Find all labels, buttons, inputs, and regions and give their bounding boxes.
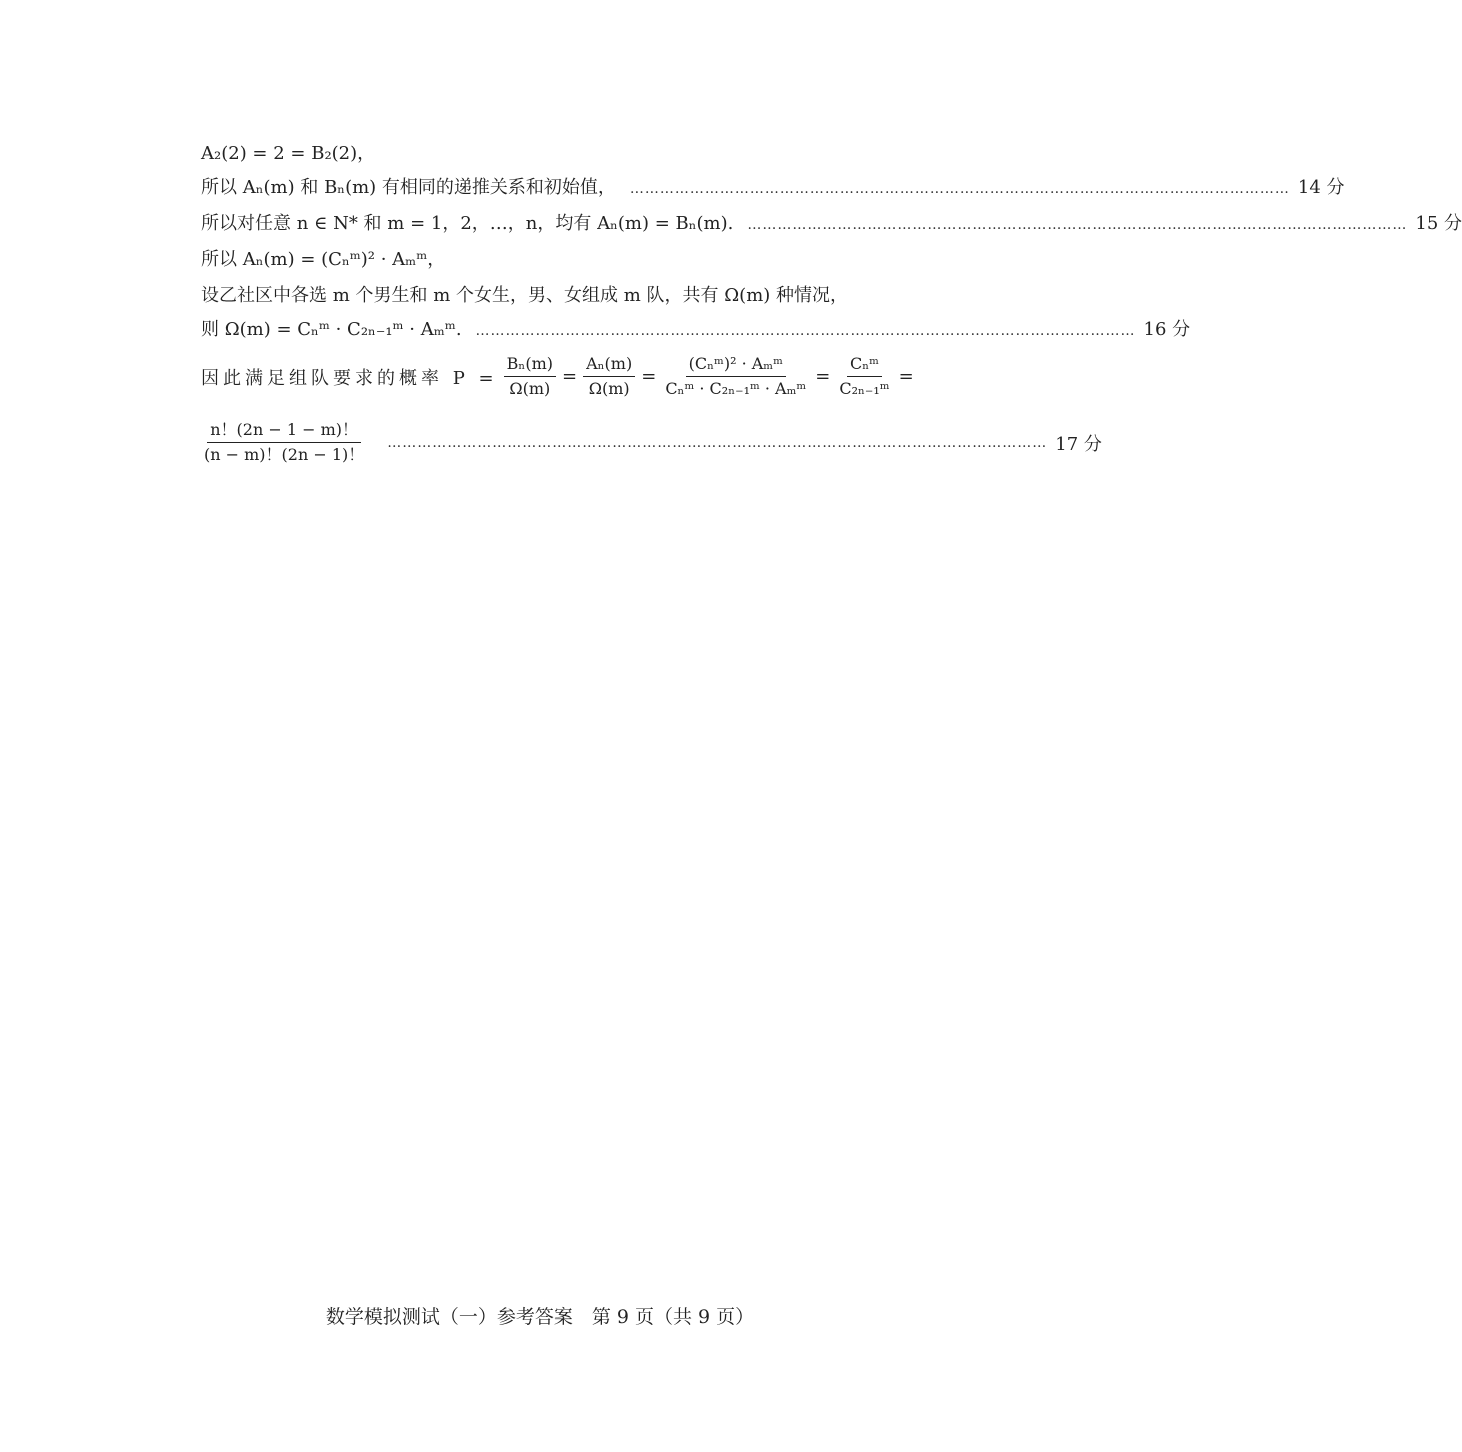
line-text: 所以 Aₙ(m) = (Cₙᵐ)² · Aₘᵐ， (201, 249, 446, 270)
fraction-factorial (201, 420, 367, 465)
line-text: 则 Ω(m) = Cₙᵐ · C₂ₙ₋₁ᵐ · Aₘᵐ. (201, 319, 462, 340)
probability-prefix: 因此满足组队要求的概率 P = (201, 367, 498, 389)
leader-dots: …………………………………………………………………………………………………………………… (387, 434, 1048, 451)
fraction-a-over-omega (583, 354, 635, 399)
line-text: A₂(2) = 2 = B₂(2)， (201, 143, 376, 164)
denominator: C₂ₙ₋₁ᵐ (839, 379, 890, 398)
line-equality (201, 212, 1462, 237)
line-omega (201, 318, 1191, 343)
numerator: (Cₙᵐ)² · Aₘᵐ (686, 354, 786, 377)
line-final-fraction (201, 420, 1102, 465)
equals-sign: = (815, 366, 831, 387)
numerator: Aₙ(m) (583, 354, 635, 377)
numerator: n！(2n − 1 − m)！ (207, 420, 361, 443)
leader-dots: …………………………………………………………………………………………………………………… (475, 323, 1136, 339)
line-recurrence (201, 176, 1345, 201)
line-text: 设乙社区中各选 m 个男生和 m 个女生，男、女组成 m 队，共有 Ω(m) 种情况， (201, 285, 849, 306)
denominator: Ω(m) (588, 379, 630, 398)
leader-dots: …………………………………………………………………………………………………………………… (747, 217, 1408, 233)
line-setup (201, 284, 917, 308)
numerator: Bₙ(m) (504, 354, 556, 377)
fraction-b-over-omega (504, 354, 556, 399)
denominator: (n − m)！(2n − 1)！ (204, 445, 365, 464)
fraction-expanded (662, 354, 809, 399)
line-probability (201, 354, 917, 399)
equals-sign: = (561, 366, 578, 387)
leader-dots: …………………………………………………………………………………………………………………… (629, 181, 1290, 197)
score-label: 15 分 (1415, 213, 1462, 234)
numerator: Cₙᵐ (847, 354, 882, 377)
line-text: 所以对任意 n ∈ N* 和 m = 1，2，…，n，均有 Aₙ(m) = Bₙ(m). (201, 213, 734, 234)
score-label: 16 分 (1143, 319, 1191, 340)
line-initial-values (201, 142, 917, 166)
score-label: 14 分 (1297, 177, 1345, 198)
denominator: Cₙᵐ · C₂ₙ₋₁ᵐ · Aₘᵐ (665, 379, 807, 398)
score-label: 17 分 (1055, 433, 1102, 455)
line-formula-a (201, 248, 917, 272)
equals-sign: = (641, 366, 657, 387)
equals-sign: = (898, 366, 914, 387)
denominator: Ω(m) (509, 379, 551, 398)
page-footer: 数学模拟测试（一）参考答案 第 9 页（共 9 页） (325, 1306, 755, 1328)
line-text: 所以 Aₙ(m) 和 Bₙ(m) 有相同的递推关系和初始值， (201, 177, 616, 198)
fraction-simplified (836, 354, 892, 399)
